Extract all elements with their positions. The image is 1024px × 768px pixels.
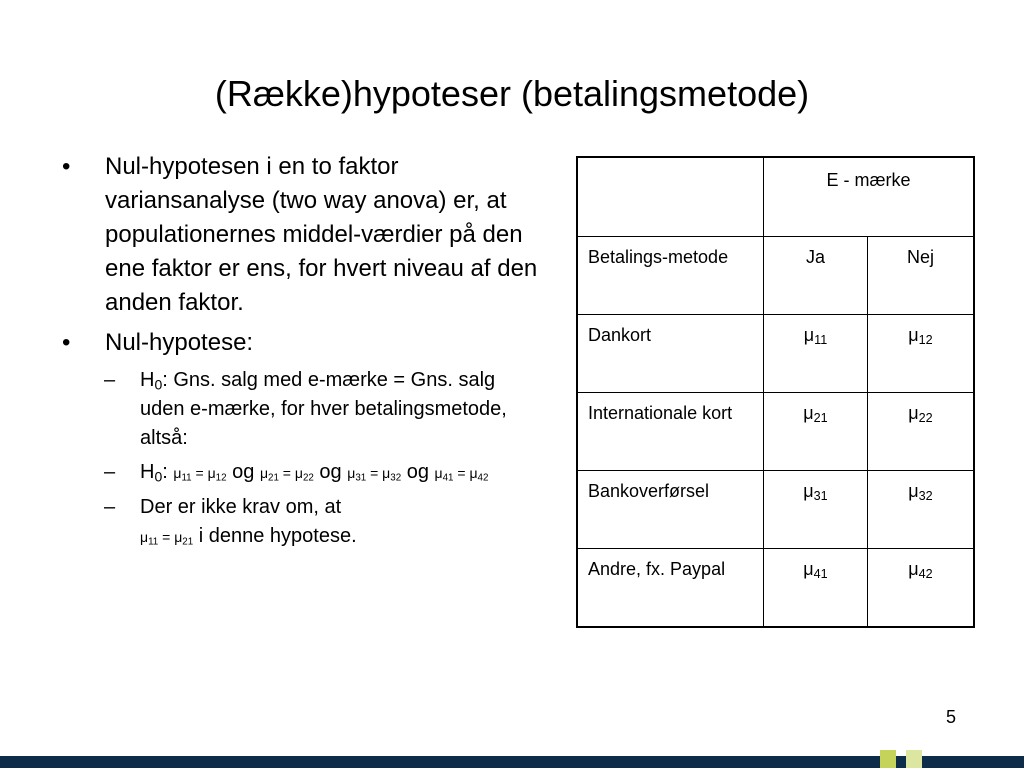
- equation-4: μ41 = μ42: [434, 465, 489, 484]
- accent-square-1: [880, 750, 896, 768]
- sub-bullet-2: – H0: μ11 = μ12 og μ21 = μ22 og μ31 = μ32 og μ41 = μ42: [58, 458, 538, 488]
- bullet-dot-icon: •: [62, 153, 71, 180]
- bullet-1: [58, 150, 538, 320]
- sub-bullet-1-text: : Gns. salg med e-mærke = Gns. salg uden e-mærke, for hver betalingsmetode, altså:: [140, 369, 507, 449]
- h0-symbol: H0: [140, 461, 163, 485]
- dash-icon: –: [104, 369, 116, 391]
- sub-bullet-3-text: Der er ikke krav om, at: [140, 496, 342, 518]
- sub-bullet-1: [58, 366, 538, 453]
- mu-cell: μ21: [764, 393, 868, 471]
- mu-cell: μ12: [868, 315, 975, 393]
- col-nej-header: Nej: [868, 237, 975, 315]
- slide-content: [58, 150, 538, 557]
- dash-icon: –: [104, 461, 116, 483]
- dash-icon: –: [104, 496, 116, 518]
- sub-bullet-3: – Der er ikke krav om, at μ11 = μ21 i denne hypotese.: [58, 493, 538, 552]
- mu-cell: μ41: [764, 549, 868, 628]
- empty-corner-cell: [577, 157, 764, 237]
- hypothesis-table: [576, 156, 975, 628]
- bullet-2: [58, 326, 538, 360]
- row-label: Bankoverførsel: [577, 471, 764, 549]
- footer-bar: [0, 756, 1024, 768]
- row-label: Internationale kort: [577, 393, 764, 471]
- equation-2: μ21 = μ22: [259, 465, 314, 484]
- equation-5: μ11 = μ21: [140, 529, 194, 548]
- h0-symbol: H0: [140, 369, 163, 393]
- e-maerke-header: E - mærke: [764, 157, 975, 237]
- bullet-1-text: Nul-hypotesen i en to faktor variansanalyse (two way anova) er, at populationernes middel-værdier på den ene faktor er ens, for hvert niveau af den anden faktor.: [105, 153, 538, 316]
- table-header-row: [577, 157, 974, 237]
- table-row: [577, 393, 974, 471]
- table-row: [577, 471, 974, 549]
- table-row: [577, 315, 974, 393]
- equation-1: μ11 = μ12: [173, 465, 227, 484]
- bullet-2-text: Nul-hypotese:: [105, 329, 254, 356]
- table-subheader-row: [577, 237, 974, 315]
- mu-cell: μ11: [764, 315, 868, 393]
- col-ja-header: Ja: [764, 237, 868, 315]
- table-row: [577, 549, 974, 628]
- row-label: Dankort: [577, 315, 764, 393]
- accent-square-2: [906, 750, 922, 768]
- row-label: Andre, fx. Paypal: [577, 549, 764, 628]
- mu-cell: μ22: [868, 393, 975, 471]
- mu-cell: μ42: [868, 549, 975, 628]
- mu-cell: μ31: [764, 471, 868, 549]
- slide-title: (Række)hypoteser (betalingsmetode): [214, 73, 810, 114]
- equation-3: μ31 = μ32: [347, 465, 402, 484]
- page-number: 5: [946, 707, 957, 727]
- bullet-dot-icon: •: [62, 329, 71, 356]
- row-label-header: Betalings-metode: [577, 237, 764, 315]
- mu-cell: μ32: [868, 471, 975, 549]
